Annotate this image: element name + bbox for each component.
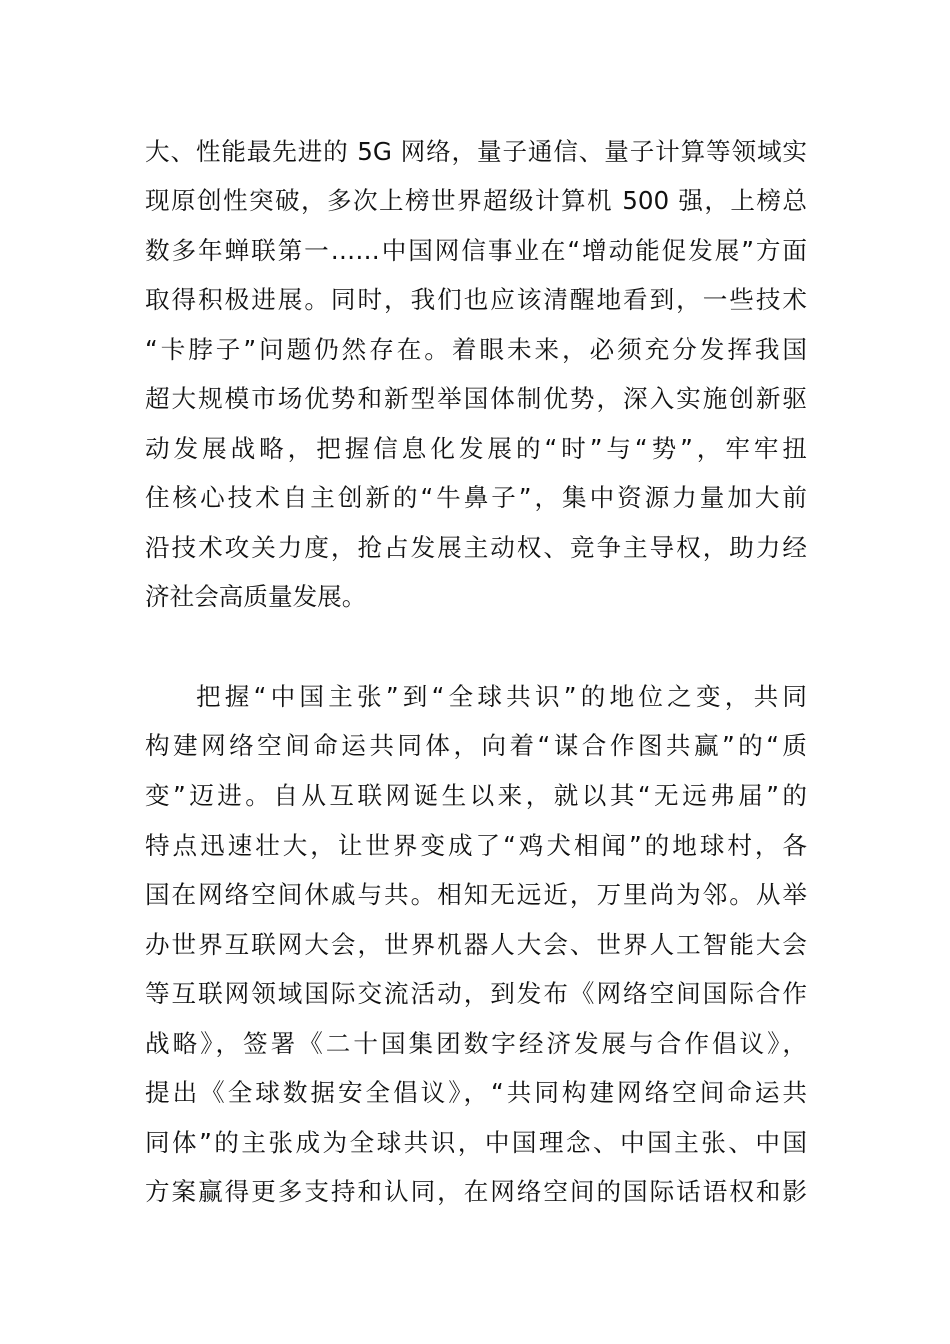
paragraph-2-line-4: 特点迅速壮大，让世界变成了“鸡犬相闻”的地球村，各: [145, 831, 807, 860]
paragraph-1-line-7: 动发展战略，把握信息化发展的“时”与“势”，牢牢扭: [145, 434, 807, 463]
paragraph-1-line-8: 住核心技术自主创新的“牛鼻子”，集中资源力量加大前: [145, 483, 807, 512]
paragraph-2-line-3: 变”迈进。自从互联网诞生以来，就以其“无远弗届”的: [145, 781, 807, 810]
paragraph-2-line-5: 国在网络空间休戚与共。相知无远近，万里尚为邻。从举: [145, 880, 807, 909]
paragraph-1-line-6: 超大规模市场优势和新型举国体制优势，深入实施创新驱: [145, 384, 807, 413]
paragraph-1-line-4: 取得积极进展。同时，我们也应该清醒地看到，一些技术: [145, 285, 807, 314]
paragraph-2-line-10: 同体”的主张成为全球共识，中国理念、中国主张、中国: [145, 1128, 807, 1157]
paragraph-2-line-11: 方案赢得更多支持和认同，在网络空间的国际话语权和影: [145, 1177, 807, 1206]
paragraph-2-line-9: 提出《全球数据安全倡议》，“共同构建网络空间命运共: [145, 1078, 807, 1107]
paragraph-2-line-7: 等互联网领域国际交流活动，到发布《网络空间国际合作: [145, 979, 807, 1008]
paragraph-2-line-1: 把握“中国主张”到“全球共识”的地位之变，共同: [196, 682, 807, 711]
paragraph-2-line-8: 战略》，签署《二十国集团数字经济发展与合作倡议》，: [145, 1029, 807, 1058]
paragraph-1-line-3: 数多年蝉联第一……中国网信事业在“增动能促发展”方面: [145, 236, 807, 265]
paragraph-1-line-2: 现原创性突破，多次上榜世界超级计算机 500 强，上榜总: [145, 186, 807, 215]
paragraph-1-line-5: “卡脖子”问题仍然存在。着眼未来，必须充分发挥我国: [145, 335, 807, 364]
paragraph-2-line-2: 构建网络空间命运共同体，向着“谋合作图共赢”的“质: [145, 731, 807, 760]
paragraph-1-line-10: 济社会高质量发展。: [145, 582, 367, 611]
paragraph-1-line-1: 大、性能最先进的 5G 网络，量子通信、量子计算等领域实: [145, 137, 807, 166]
paragraph-2-line-6: 办世界互联网大会，世界机器人大会、世界人工智能大会: [145, 930, 807, 959]
paragraph-1-line-9: 沿技术攻关力度，抢占发展主动权、竞争主导权，助力经: [145, 533, 807, 562]
